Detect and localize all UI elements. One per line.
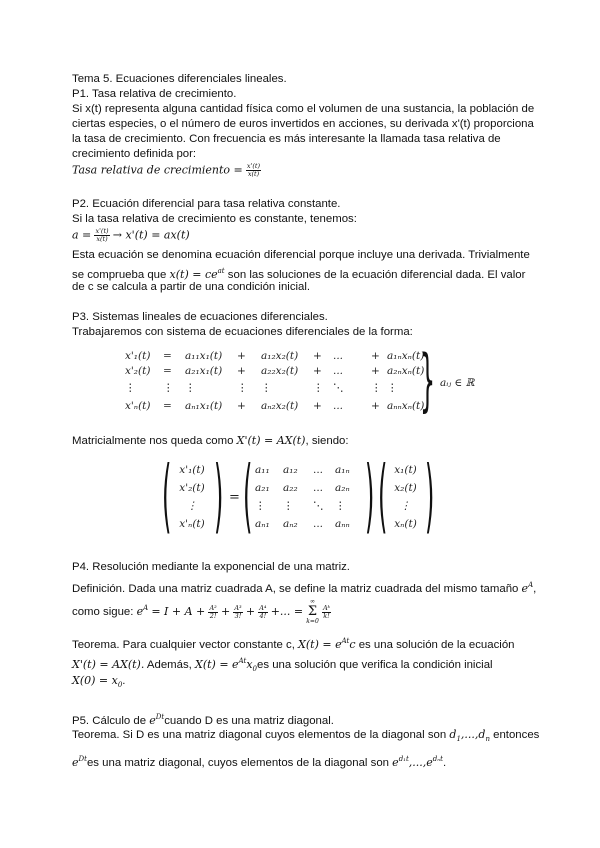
- vector-entry: x'ₙ(t): [179, 518, 205, 530]
- system-cell: +: [313, 365, 322, 377]
- matrix-entry: ...: [313, 464, 324, 476]
- system-cell: aₙₙxₙ(t): [387, 400, 425, 412]
- p2-line-3: se comprueba que $x(t) = ce^{at}$ son las soluciones de la ecuación diferencial dada. El valor: [72, 267, 526, 281]
- vector-entry: x₁(t): [394, 464, 417, 476]
- system-cell: x'₂(t): [125, 365, 151, 377]
- system-cell: +: [371, 365, 380, 377]
- p3-line-1: Trabajaremos con sistema de ecuaciones diferenciales de la forma:: [72, 326, 413, 338]
- system-cell: ⋱: [333, 382, 344, 394]
- p4-line-4: X'(t) = AX(t). Además, $X(t) = e^{At}x_0es$ una solución que verifica la condición inicial: [72, 657, 493, 673]
- system-cell: ⋮: [185, 382, 196, 394]
- p4-line-5: $X(0) = x_0$.: [72, 674, 126, 689]
- p2-line-2: Esta ecuación se denomina ecuación diferencial porque incluye una derivada. Trivialmente: [72, 249, 530, 261]
- document-title: Tema 5. Ecuaciones diferenciales lineales.: [72, 73, 287, 85]
- right-brace: }: [420, 341, 436, 420]
- matrix-entry: a₁ₙ: [335, 464, 350, 476]
- system-cell: a₁₁x₁(t): [185, 350, 223, 362]
- system-cell: +: [371, 400, 380, 412]
- p5-heading: P5. Cálculo de $e^{Dt}cuando$ D es una matriz diagonal.: [72, 713, 334, 727]
- system-cell: a₂ₙxₙ(t): [387, 365, 425, 377]
- system-cell: ⋮: [313, 382, 324, 394]
- series-term-4: $\frac{\text{A⁴}}{4!}$: [259, 603, 267, 620]
- matrix-entry: ...: [313, 482, 324, 494]
- system-cell: ⋮: [125, 382, 136, 394]
- system-cell: a₂₁x₁(t): [185, 365, 223, 377]
- p2-heading: P2. Ecuación diferencial para tasa relativa constante.: [72, 198, 341, 210]
- coefficient-matrix: [243, 449, 375, 542]
- p1-line-1: Si x(t) representa alguna cantidad física como el volumen de una sustancia, la población de: [72, 103, 535, 115]
- matrix-entry: ⋮: [335, 500, 346, 512]
- system-cell: =: [163, 350, 172, 362]
- vector-entry: ⋮: [400, 500, 411, 512]
- derivative-vector: [162, 449, 224, 542]
- system-cell: +: [237, 400, 246, 412]
- system-cell: +: [371, 350, 380, 362]
- matrix-entry: aₙₙ: [335, 518, 350, 530]
- p3-heading: P3. Sistemas lineales de ecuaciones diferenciales.: [72, 311, 328, 323]
- matrix-entry: a₂₁: [255, 482, 270, 494]
- system-cell: ⋮: [163, 382, 174, 394]
- p3-line-2: Matricialmente nos queda como X'(t) = AX(t), siendo:: [72, 434, 349, 447]
- system-cell: aₙ₂x₂(t): [261, 400, 299, 412]
- p1-heading: P1. Tasa relativa de crecimiento.: [72, 88, 237, 100]
- sum-term: $\frac{\text{Aᵏ}}{k!}$: [322, 603, 331, 620]
- right-paren: ): [214, 449, 224, 542]
- p1-formula-fraction: $\frac{x'(t)}{x(t)}$: [246, 162, 261, 178]
- coefficient-domain: aᵢⱼ ∈ ℝ: [440, 377, 475, 389]
- matrix-entry: ⋮: [283, 500, 294, 512]
- system-cell: +: [313, 400, 322, 412]
- matrix-entry: aₙ₂: [283, 518, 298, 530]
- p5-line-1: Teorema. Si D es una matriz diagonal cuyos elementos de la diagonal son $d_1,...,d_n$ entonces: [72, 728, 540, 743]
- matrix-entry: a₁₂: [283, 464, 298, 476]
- vector-entry: ⋮: [186, 500, 198, 512]
- p1-line-2: ciertas especies, o el número de euros invertidos en acciones, su derivada x'(t) proporciona: [72, 118, 534, 130]
- equals-sign: =: [229, 490, 240, 505]
- system-cell: ...: [333, 350, 344, 362]
- matrix-entry: a₁₁: [255, 464, 270, 476]
- matrix-entry: a₂₂: [283, 482, 298, 494]
- system-cell: ⋮: [371, 382, 382, 394]
- left-paren: (: [243, 449, 253, 542]
- matrix-entry: a₂ₙ: [335, 482, 350, 494]
- vector-entry: x'₂(t): [179, 482, 205, 494]
- right-paren: ): [425, 449, 435, 542]
- system-cell: +: [237, 350, 246, 362]
- p1-formula: [72, 163, 261, 178]
- matrix-entry: ⋱: [313, 500, 324, 512]
- system-cell: a₁₂x₂(t): [261, 350, 299, 362]
- system-cell: ⋮: [387, 382, 398, 394]
- system-cell: x'ₙ(t): [125, 400, 151, 412]
- matrix-entry: ...: [313, 518, 324, 530]
- system-cell: a₂₂x₂(t): [261, 365, 299, 377]
- summation: ∞ Σ k=0: [306, 598, 319, 625]
- matrix-entry: aₙ₁: [255, 518, 270, 530]
- system-cell: ...: [333, 400, 344, 412]
- system-cell: x'₁(t): [125, 350, 151, 362]
- system-cell: =: [163, 365, 172, 377]
- vector-entry: x₂(t): [394, 482, 417, 494]
- matrix-entry: ⋮: [255, 500, 266, 512]
- system-cell: ⋮: [261, 382, 272, 394]
- vector-entry: x'₁(t): [179, 464, 205, 476]
- p2-line-1: Si la tasa relativa de crecimiento es constante, tenemos:: [72, 213, 357, 225]
- p5-line-2: $e^{Dt}es$ una matriz diagonal, cuyos elementos de la diagonal son $e^{d_1t},...,e^{d_nt}$.: [72, 755, 447, 769]
- system-cell: +: [237, 365, 246, 377]
- p2-equation-fraction: $\frac{x'(t)}{x(t)}$: [95, 227, 109, 243]
- p1-line-3: la tasa de crecimiento. Con frecuencia es más interesante la llamada tasa relativa de: [72, 133, 501, 145]
- vector-entry: xₙ(t): [394, 518, 417, 530]
- left-paren: (: [162, 449, 172, 542]
- system-cell: +: [313, 350, 322, 362]
- series-term-2: $\frac{\text{A²}}{2!}$: [209, 603, 217, 620]
- right-paren: ): [365, 449, 375, 542]
- left-paren: (: [378, 449, 388, 542]
- series-term-3: $\frac{\text{A³}}{3!}$: [234, 603, 242, 620]
- equation-system: [125, 350, 435, 422]
- state-vector: [378, 449, 435, 542]
- system-cell: a₁ₙxₙ(t): [387, 350, 425, 362]
- p2-equation: a = $\frac{x'(t)}{x(t)}$ → x'(t) = ax(t): [72, 227, 190, 243]
- p1-formula-label: Tasa relativa de crecimiento =: [72, 163, 243, 177]
- system-cell: ...: [333, 365, 344, 377]
- p4-series-line: como sigue: $e^A = I + A$ + $\frac{\text{A²}}{2!}$ + $\frac{\text{A³}}{3!}$ + $\frac{\text{A⁴}}{4!}$ +... = ∞ Σ k=0 $\frac{\text{Aᵏ}}{k!}$: [72, 598, 331, 625]
- system-cell: aₙ₁x₁(t): [185, 400, 223, 412]
- p4-heading: P4. Resolución mediante la exponencial de una matriz.: [72, 561, 350, 573]
- p4-line-3: Teorema. Para cualquier vector constante c, $X(t) = e^{At}c$ es una solución de la ecuación: [72, 637, 515, 651]
- p4-line-1: Definición. Dada una matriz cuadrada A, se define la matriz cuadrada del mismo tamaño $e^A$,: [72, 581, 537, 595]
- system-cell: =: [163, 400, 172, 412]
- p2-line-4: de c se calcula a partir de una condición inicial.: [72, 281, 311, 293]
- system-cell: ⋮: [237, 382, 248, 394]
- p1-line-4: crecimiento definida por:: [72, 148, 197, 160]
